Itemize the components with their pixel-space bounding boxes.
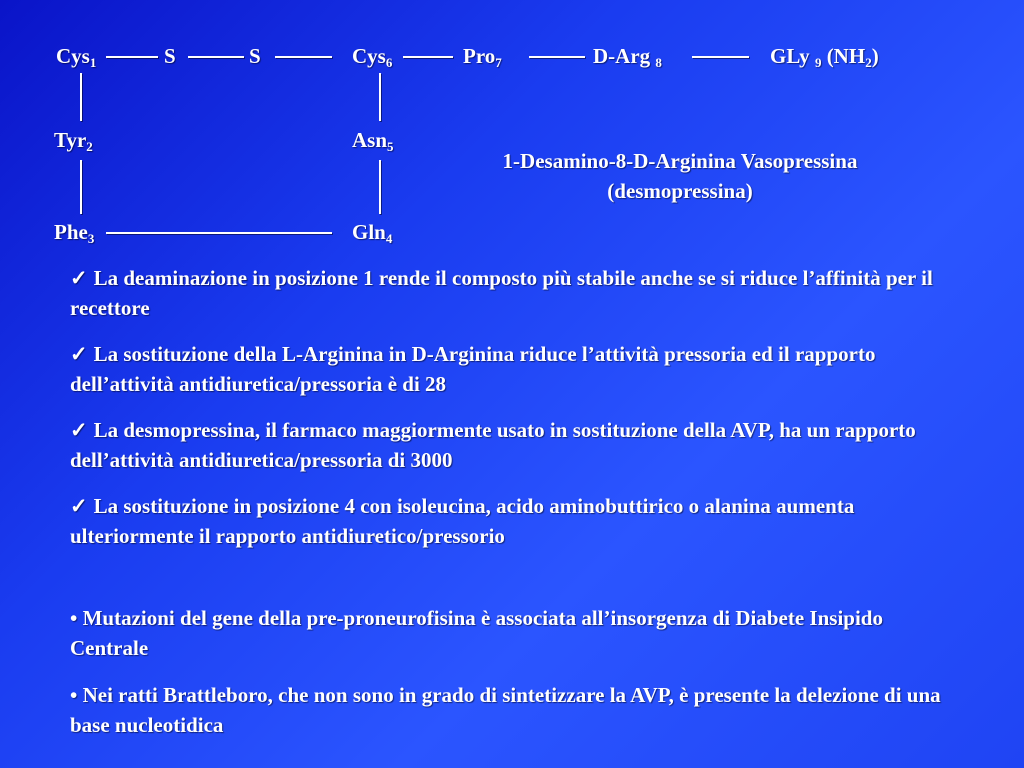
bullet-item: • Mutazioni del gene della pre-proneurofisina è associata all’insorgenza di Diabete Insipido Centrale [70, 606, 883, 660]
residue-tyr2: Tyr$_2$ [54, 128, 93, 154]
bond-asn5-gln4 [379, 160, 381, 214]
bond-cys1-tyr2 [80, 73, 82, 121]
bond-s-cys6 [275, 56, 332, 58]
checkmark-icon: ✓ [70, 266, 88, 290]
checklist-item: ✓ La desmopressina, il farmaco maggiormente usato in sostituzione della AVP, ha un rapporto dell’attività antidiuretica/pressoria di 3000 [70, 418, 916, 472]
compound-name [430, 146, 930, 206]
bond-cys6-asn5 [379, 73, 381, 121]
bond-darg8-gly9 [692, 56, 749, 58]
bond-tyr2-phe3 [80, 160, 82, 214]
residue-gln4: Gln$_4$ [352, 220, 393, 246]
residue-cys6: Cys$_6$ [352, 44, 393, 70]
residue-gly9: GLy $_9$ $(NH_2)$ [770, 44, 879, 70]
residue-cys1: Cys$_1$ [56, 44, 97, 70]
checklist-item: ✓ La sostituzione in posizione 4 con isoleucina, acido aminobuttirico o alanina aumenta ulteriormente il rapporto antidiuretico/pressorio [70, 494, 855, 548]
bullet-item: • Nei ratti Brattleboro, che non sono in grado di sintetizzare la AVP, è presente la delezione di una base nucleotidica [70, 683, 941, 737]
checkmark-icon: ✓ [70, 418, 88, 442]
residue-pro7: Pro$_7$ [463, 44, 502, 70]
residue-phe3: Phe$_3$ [54, 220, 95, 246]
sulfur-2: S [249, 44, 261, 68]
checklist-item: ✓ La deaminazione in posizione 1 rende il composto più stabile anche se si riduce l’affinità per il recettore [70, 266, 933, 320]
residue-darg8: D-Arg $_8$ [593, 44, 662, 70]
compound-name-line1: 1-Desamino-8-D-Arginina Vasopressina [502, 149, 858, 173]
bullet-icon: • [70, 606, 78, 630]
compound-name-line2: (desmopressina) [607, 179, 753, 203]
sulfur-1: S [164, 44, 176, 68]
bond-cys1-s [106, 56, 158, 58]
checkmark-icon: ✓ [70, 494, 88, 518]
bond-phe3-gln4 [106, 232, 332, 234]
bullet-icon: • [70, 683, 78, 707]
bond-pro7-darg8 [529, 56, 585, 58]
checklist-item: ✓ La sostituzione della L-Arginina in D-Arginina riduce l’attività pressoria ed il rapporto dell’attività antidiuretica/pressoria è di 28 [70, 342, 876, 396]
bond-cys6-pro7 [403, 56, 453, 58]
checkmark-icon: ✓ [70, 342, 88, 366]
bond-s-s [188, 56, 244, 58]
residue-asn5: Asn$_5$ [352, 128, 394, 154]
